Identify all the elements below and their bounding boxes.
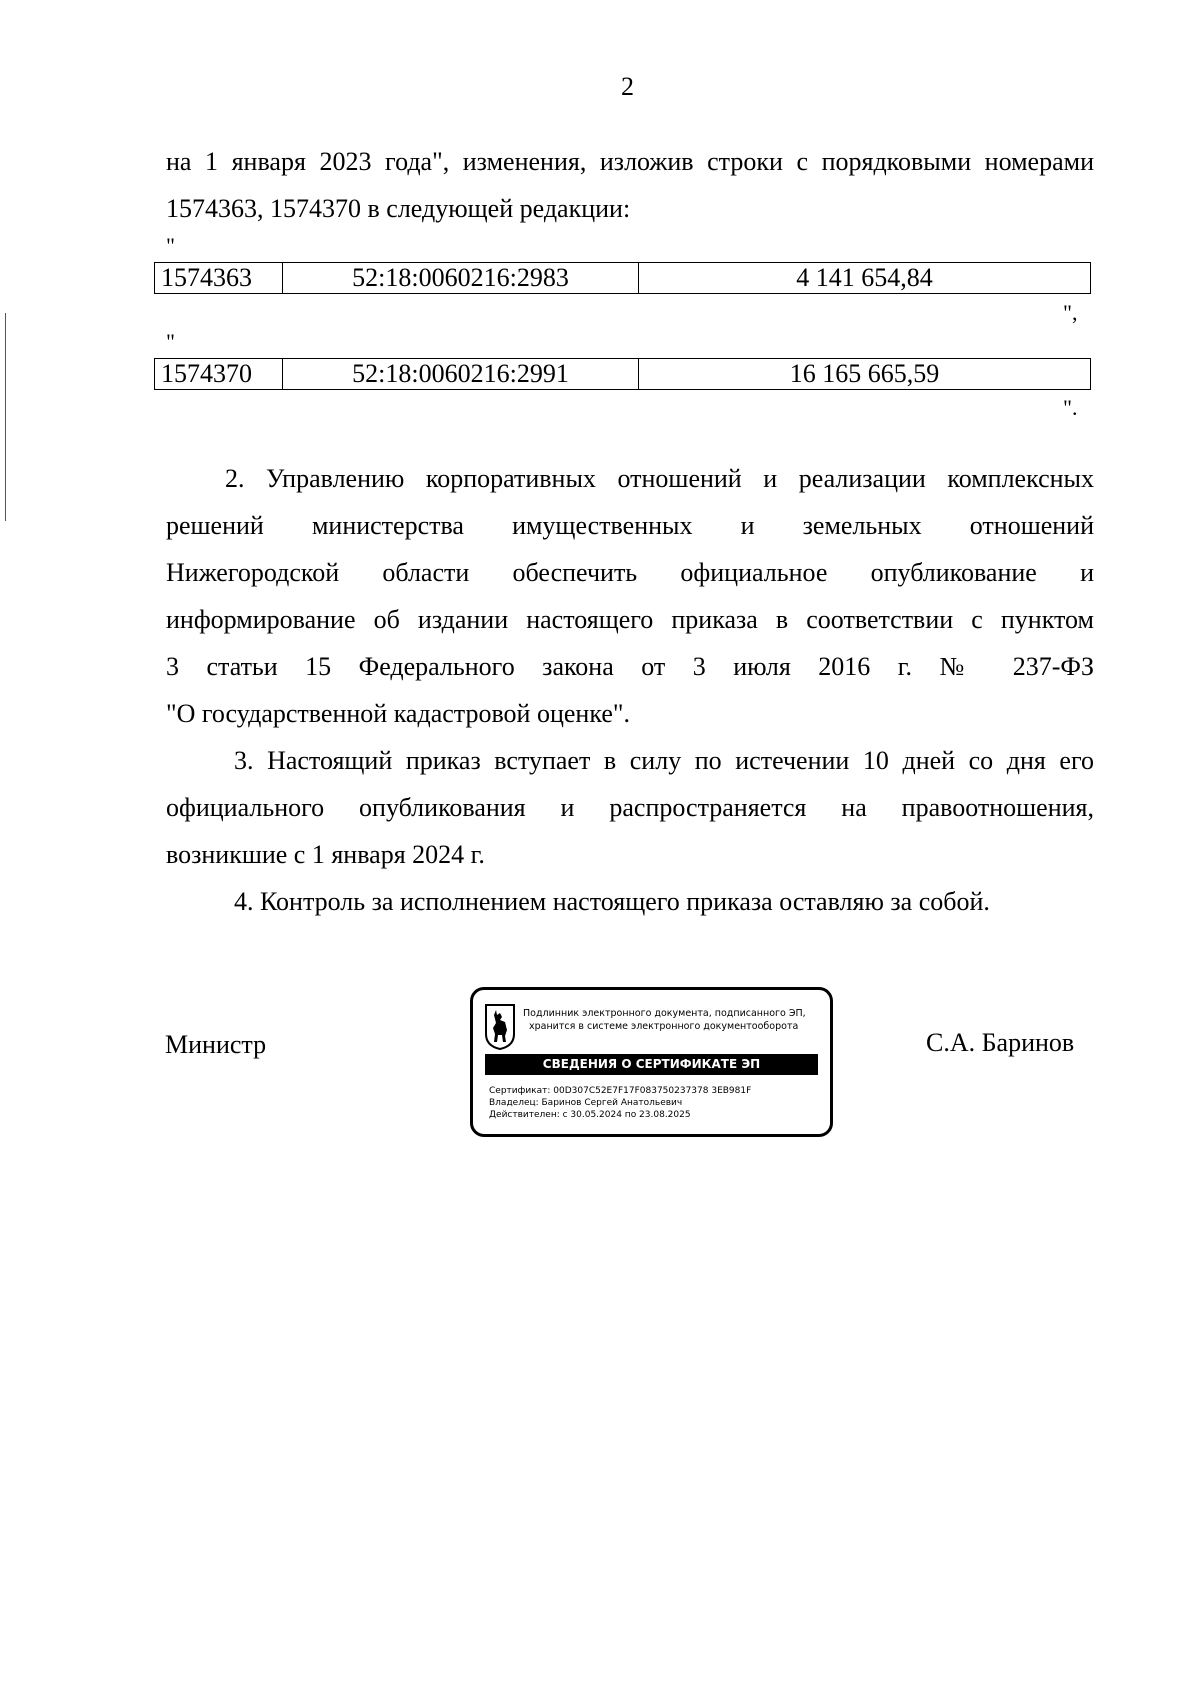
- table-row-1574363: [154, 262, 1091, 294]
- row-cadastral-value: 4 141 654,84: [639, 263, 1091, 294]
- paragraph-3-line-3: возникшие с 1 января 2024 г.: [166, 840, 485, 869]
- paragraph-3-line-1: 3. Настоящий приказ вступает в силу по истечении 10 дней со дня его: [234, 746, 1094, 775]
- paragraph-2-line-3: Нижегородской области обеспечить официальное опубликование и: [166, 558, 1094, 587]
- stamp-certificate-id: Сертификат: 00D307C52E7F17F083750237378 3EB981F: [489, 1086, 752, 1096]
- signatory-name: С.А. Баринов: [926, 1028, 1075, 1057]
- row-cadastral-number: 52:18:0060216:2983: [283, 263, 639, 294]
- page-number: 2: [621, 72, 634, 101]
- scan-margin-line: [5, 313, 6, 521]
- paragraph-2-line-6: "О государственной кадастровой оценке".: [166, 699, 630, 728]
- row-number: 1574363: [155, 263, 283, 294]
- quote-close-period: ".: [1063, 395, 1078, 420]
- paragraph-2-line-4: информирование об издании настоящего приказа в соответствии с пунктом: [166, 605, 1094, 634]
- row-cadastral-value: 16 165 665,59: [639, 359, 1091, 390]
- quote-open-2: ": [166, 329, 175, 354]
- paragraph-3-line-2: официального опубликования и распространяется на правоотношения,: [166, 793, 1094, 822]
- paragraph-2-line-1: 2. Управлению корпоративных отношений и реализации комплексных: [225, 464, 1094, 493]
- coat-of-arms-icon: [485, 1004, 515, 1050]
- stamp-validity: Действителен: с 30.05.2024 по 23.08.2025: [489, 1110, 691, 1120]
- electronic-signature-stamp: [470, 987, 833, 1137]
- stamp-certificate-header: СВЕДЕНИЯ О СЕРТИФИКАТЕ ЭП: [485, 1054, 818, 1075]
- signature-title: Министр: [165, 1030, 267, 1059]
- paragraph-4: 4. Контроль за исполнением настоящего приказа оставляю за собой.: [234, 887, 990, 916]
- paragraph-2-line-5: 3 статьи 15 Федерального закона от 3 июля 2016 г. № 237-ФЗ: [166, 652, 1094, 681]
- quote-open-1: ": [166, 233, 175, 258]
- table-row-1574370: [154, 358, 1091, 390]
- row-cadastral-number: 52:18:0060216:2991: [283, 359, 639, 390]
- stamp-line-2: хранится в системе электронного документооборота: [529, 1021, 799, 1032]
- row-number: 1574370: [155, 359, 283, 390]
- stamp-line-1: Подлинник электронного документа, подписанного ЭП,: [523, 1008, 806, 1019]
- quote-close-comma: ",: [1063, 300, 1078, 325]
- paragraph-2-line-2: решений министерства имущественных и земельных отношений: [166, 511, 1094, 540]
- intro-line-1: на 1 января 2023 года", изменения, изложив строки с порядковыми номерами: [166, 147, 1094, 176]
- intro-line-2: 1574363, 1574370 в следующей редакции:: [166, 194, 631, 223]
- stamp-owner: Владелец: Баринов Сергей Анатольевич: [489, 1098, 683, 1108]
